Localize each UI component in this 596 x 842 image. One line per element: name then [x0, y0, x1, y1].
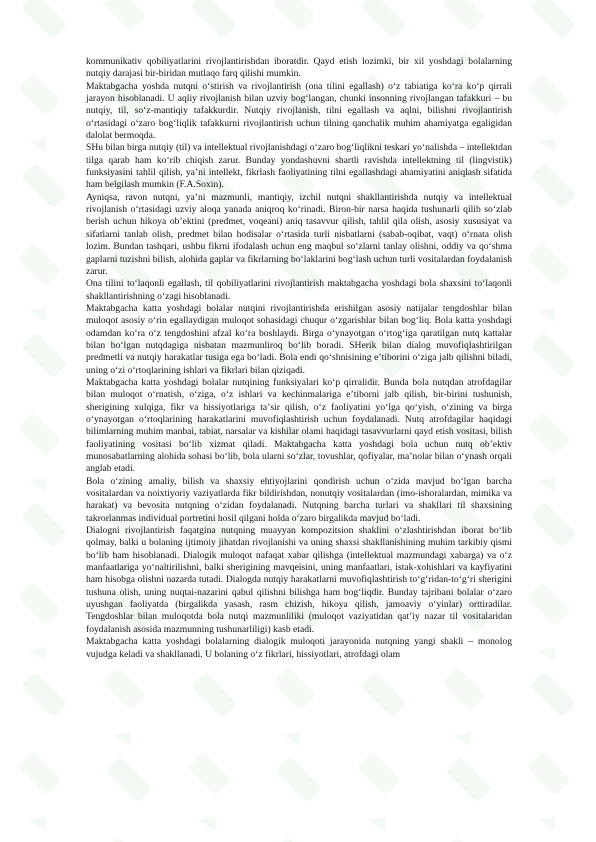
paragraph: Ona tilini toʻlaqonli egallash, til qobiliyatlarini rivojlantirish maktabgacha yoshdagi bola shaxsini toʻlaqonli shakllantirishning oʻzagi hisoblanadi.	[86, 278, 512, 302]
paragraph: Ayniqsa, ravon nutqni, yaʼni mazmunli, mantiqiy, izchil nutqni shakllantirishda nutqiy va intellektual rivojlanish oʻrtasidagi uzviy aloqa yanada aniqroq koʻrinadi. Biron-bir narsa haqida tushunarli qilib soʻzlab berish uchun hikoya obʼektini (predmet, voqeani) aniq tasavvur qilish, tahlil qila olish, asosiy xususiyat va sifatlarni tanlab olish, predmet bilan hodisalar oʻrtasida turli nisbatlarni (sabab-oqibat, vaqt) oʻrnata olish lozim. Bundan tashqari, ushbu fikrni ifodalash uchun eng maqbul soʻzlarni tanlay olishni, oddiy va qoʻshma gaplarni tuzishni bilish, alohida gaplar va fikrlarning boʻlaklarini bogʻlash uchun turli vositalardan foydalanish zarur.	[86, 191, 512, 277]
paragraph: Maktabgacha katta yoshdagi bolalar nutqini rivojlantirishda erishilgan asosiy natijalar tengdoshlar bilan muloqot asosiy oʻrin egallaydigan muloqot sohasidagi chuqur oʻzgarishlar bilan bogʻliq. Bola katta yoshdagi odamdan koʻra oʻz tengdoshini afzal koʻra boshlaydi. Birga oʻynayotgan oʻrtogʻiga qaratilgan nutq kattalar bilan boʻlgan nutqdagiga nisbatan mazmunliroq boʻlib boradi. SHerik bilan dialog muvofiqlashtirilgan predmetli va nutqiy harakatlar tusiga ega boʻladi. Bola endi qoʻshnisining eʼtiborini oʻziga jalb qilishni biladi, uning oʻzi oʻrtoqlarining ishlari va fikrlari bilan qiziqadi.	[86, 302, 512, 376]
paragraph: Maktabgacha yoshda nutqni oʻstirish va rivojlantirish (ona tilini egallash) oʻz tabiatiga koʻra koʻp qirrali jarayon hisoblanadi. U aqliy rivojlanish bilan uzviy bogʻlangan, chunki insonning rivojlangan tafakkuri – bu nutqiy, til, soʻz-mantiqiy tafakkurdir. Nutqiy rivojlanish, tilni egallash va aqlni, bilishni rivojlantirish oʻrtasidagi oʻzaro bogʻliqlik tafakkurni rivojlantirish uchun tilning qanchalik muhim ahamiyatga egaligidan dalolat bermoqda.	[86, 80, 512, 142]
paragraph: Maktabgacha katta yoshdagi bolalarning dialogik muloqoti jarayonida nutqning yangi shakli – monolog vujudga keladi va shakllanadi. U bolaning oʻz fikrlari, hissiyotlari, atrofdagi olam	[86, 636, 512, 660]
paragraph: kommunikativ qobiliyatlarini rivojlantirishdan iboratdir. Qayd etish lozimki, bir xil yoshdagi bolalarning nutqiy darajasi bir-biridan mutlaqo farq qilishi mumkin.	[86, 56, 512, 80]
paragraph: Bola oʻzining amaliy, bilish va shaxsiy ehtiyojlarini qondirish uchun oʻzida mavjud boʻlgan barcha vositalardan va noixtiyoriy vaziyatlarda fikr bildirishdan, nonutqiy vositalardan (imo-ishoralardan, mimika va harakat) va bevosita nutqning oʻzidan foydalanadi. Nutqning barcha turlari va shakllari til shaxsining takrorlanmas individual portretini hosil qilgani holda oʻzaro birgalikda mavjud boʻladi.	[86, 475, 512, 524]
paragraph: Dialogni rivojlantirish faqatgina nutqning muayyan kompozitsion shaklini oʻzlashtirishdan iborat boʻlib qolmay, balki u bolaning ijtimoiy jihatdan rivojlanishi va uning shaxsi shakllanishining muhim tarkibiy qismi boʻlib ham hisoblanadi. Dialogik muloqot nafaqat xabar qilishga (intellektual mazmundagi xabarga) va oʻz manfaatlariga yoʻnaltirilishni, balki sherigining mavqeisini, uning manfaatlari, istak-xohishlari va kayfiyatini ham hisobga olishni nazarda tutadi. Dialogda nutqiy harakatlarni muvofiqlashtirish toʻgʻridan-toʻgʻri sherigini tushuna olish, uning nuqtai-nazarini qabul qilishni bilishga ham bogʻliqdir. Bunday tajribani bolalar oʻzaro uyushgan faoliyatda (birgalikda yasash, rasm chizish, hikoya qilish, jamoaviy oʻyinlar) orttiradilar. Tengdoshlar bilan muloqotda bola nutqi mazmunliliki (muloqot vaziyatidan qatʼiy nazar til vositalaridan foydalanish asosida mazmunning tushunarliligi) kasb etadi.	[86, 525, 512, 635]
paragraph: Maktabgacha katta yoshdagi bolalar nutqining funksiyalari koʻp qirralidir. Bunda bola nutqdan atrofdagilar bilan muloqot oʻrnatish, oʻziga, oʻz ishlari va kechinmalariga eʼtiborni jalb qilish, bir-birini tushunish, sherigining xulqiga, fikr va hissiyotlariga taʼsir qilish, oʻz faoliyatini yoʻlga qoʻyish, oʻzining va birga oʻynayotgan oʻrtoqlarining harakatlarini muvofiqlashtirish uchun foydalanadi. Nutq atrofdagilar haqidagi bilimlarning muhim manbai, tabiat, narsalar va kishilar olami haqidagi tasavvurlarni qayd etish vositasi, bilish faoliyatining vositasi boʻlib xizmat qiladi. Maktabgacha katta yoshdagi bola uchun nutq obʼektiv munosabatlarning alohida sohasi boʻlib, bola ularni soʻzlar, tovushlar, qofiyalar, maʼnolar bilan oʻynash orqali anglab etadi.	[86, 376, 512, 475]
paragraph: SHu bilan birga nutqiy (til) va intellektual rivojlanishdagi oʻzaro bogʻliqlikni teskari yoʻnalishda – intellektdan tilga qarab ham koʻrib chiqish zarur. Bunday yondashuvni shartli ravishda intellektning til (lingvistik) funksiyasini tahlil qilish, yaʼni intellekt, fikrlash faoliyatining tilni egallashdagi ahamiyatini aniqlash sifatida ham belgilash mumkin (F.A.Soxin).	[86, 142, 512, 191]
body-text	[86, 56, 512, 661]
